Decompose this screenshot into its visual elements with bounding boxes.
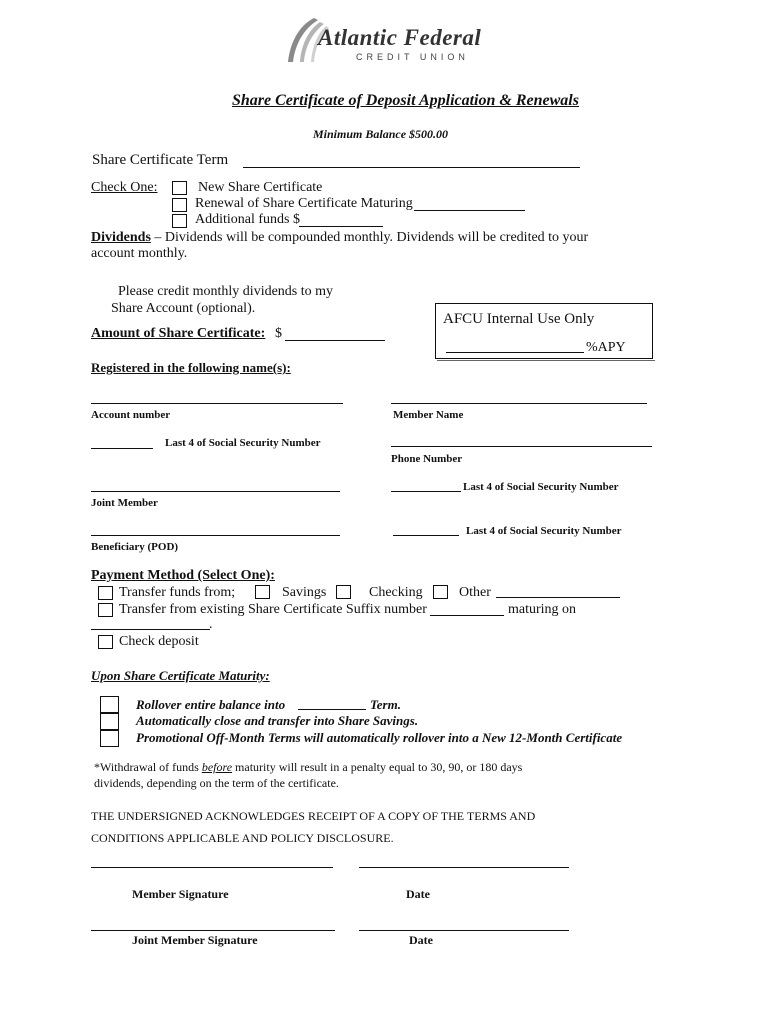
apy-field[interactable]: [446, 352, 584, 353]
new-certificate-checkbox[interactable]: [172, 181, 187, 195]
payment-label: Payment Method (Select One):: [91, 568, 275, 583]
account-number-field[interactable]: [91, 403, 343, 404]
suffix-number-field[interactable]: [430, 615, 504, 616]
other-checkbox[interactable]: [433, 585, 448, 599]
renewal-label: Renewal of Share Certificate Maturing: [195, 196, 413, 211]
registered-label: Registered in the following name(s):: [91, 360, 291, 375]
checking-checkbox[interactable]: [336, 585, 351, 599]
beneficiary-ssn-field[interactable]: [393, 535, 459, 536]
phone-label: Phone Number: [391, 453, 463, 465]
date-field-1[interactable]: [359, 867, 569, 868]
renewal-maturing-field[interactable]: [414, 210, 525, 211]
auto-close-label: Automatically close and transfer into Share Savings.: [136, 713, 419, 728]
phone-field[interactable]: [391, 446, 652, 447]
minimum-balance: Minimum Balance $500.00: [313, 127, 449, 141]
logo-subtitle: CREDIT UNION: [356, 52, 469, 62]
maturing-on-label: maturing on: [508, 602, 577, 617]
dividends-text-2: account monthly.: [91, 246, 188, 261]
rollover-label-b: Term.: [370, 697, 401, 712]
dividends-text: [91, 230, 588, 246]
beneficiary-label: Beneficiary (POD): [91, 541, 179, 553]
amount-prefix: $: [275, 326, 282, 341]
joint-ssn-label: Last 4 of Social Security Number: [463, 481, 619, 493]
credit-monthly-line1: Please credit monthly dividends to my: [118, 284, 334, 299]
logo: [284, 16, 494, 66]
joint-signature-field[interactable]: [91, 930, 335, 931]
member-name-label: Member Name: [393, 409, 464, 421]
internal-use-box-shadow: [437, 360, 655, 361]
amount-field[interactable]: [285, 340, 385, 341]
savings-checkbox[interactable]: [255, 585, 270, 599]
rollover-checkbox[interactable]: [100, 696, 119, 713]
check-deposit-checkbox[interactable]: [98, 635, 113, 649]
additional-funds-label: Additional funds $: [195, 212, 300, 227]
acknowledge-line-1: THE UNDERSIGNED ACKNOWLEDGES RECEIPT OF A COPY OF THE TERMS AND: [91, 809, 536, 823]
other-label: Other: [459, 585, 491, 600]
new-certificate-label: New Share Certificate: [198, 180, 323, 195]
check-one-label: Check One:: [91, 180, 158, 195]
dividends-text-1: – Dividends will be compounded monthly. Dividends will be credited to your: [150, 230, 589, 245]
member-name-field[interactable]: [391, 403, 647, 404]
account-number-label: Account number: [91, 409, 171, 421]
joint-member-label: Joint Member: [91, 497, 158, 509]
transfer-existing-checkbox[interactable]: [98, 603, 113, 617]
member-signature-field[interactable]: [91, 867, 333, 868]
auto-close-checkbox[interactable]: [100, 713, 119, 730]
withdrawal-text-2: dividends, depending on the term of the certificate.: [94, 776, 339, 790]
internal-use-title: AFCU Internal Use Only: [443, 311, 595, 327]
checking-label: Checking: [369, 585, 423, 600]
date-label-2: Date: [409, 933, 433, 947]
withdrawal-before: before: [201, 760, 233, 774]
check-deposit-label: Check deposit: [119, 634, 199, 649]
withdrawal-pre: *Withdrawal of funds: [94, 760, 202, 774]
term-field[interactable]: [243, 167, 580, 168]
maturity-label: Upon Share Certificate Maturity:: [91, 668, 270, 683]
joint-member-field[interactable]: [91, 491, 340, 492]
page-title: Share Certificate of Deposit Application & Renewals: [232, 92, 579, 109]
additional-funds-checkbox[interactable]: [172, 214, 187, 228]
member-signature-label: Member Signature: [132, 887, 229, 901]
maturing-on-field[interactable]: [91, 629, 210, 630]
maturing-on-period: .: [209, 617, 213, 632]
beneficiary-ssn-label: Last 4 of Social Security Number: [466, 525, 622, 537]
savings-label: Savings: [282, 585, 327, 600]
rollover-label-a: Rollover entire balance into: [136, 697, 286, 712]
joint-signature-label: Joint Member Signature: [132, 933, 258, 947]
acknowledge-line-2: CONDITIONS APPLICABLE AND POLICY DISCLOSURE.: [91, 831, 394, 845]
withdrawal-text-1: [94, 760, 522, 775]
renewal-checkbox[interactable]: [172, 198, 187, 212]
internal-use-box: [435, 303, 653, 359]
term-label: Share Certificate Term: [92, 152, 229, 168]
date-label-1: Date: [406, 887, 430, 901]
logo-name: Atlantic Federal: [318, 25, 482, 50]
dividends-label: Dividends: [91, 230, 151, 245]
ssn-field[interactable]: [91, 448, 153, 449]
other-field[interactable]: [496, 597, 620, 598]
transfer-existing-label: Transfer from existing Share Certificate Suffix number: [119, 602, 427, 617]
rollover-term-field[interactable]: [298, 709, 366, 710]
credit-monthly-line2: Share Account (optional).: [111, 301, 256, 316]
joint-ssn-field[interactable]: [391, 491, 461, 492]
amount-label: Amount of Share Certificate:: [91, 326, 266, 341]
withdrawal-post: maturity will result in a penalty equal to 30, 90, or 180 days: [232, 760, 523, 774]
additional-funds-field[interactable]: [299, 226, 383, 227]
beneficiary-field[interactable]: [91, 535, 340, 536]
apy-label: %APY: [586, 340, 626, 355]
promo-label: Promotional Off-Month Terms will automatically rollover into a New 12-Month Certificate: [136, 730, 623, 745]
promo-checkbox[interactable]: [100, 730, 119, 747]
date-field-2[interactable]: [359, 930, 569, 931]
transfer-funds-checkbox[interactable]: [98, 586, 113, 600]
transfer-funds-label: Transfer funds from;: [119, 585, 236, 600]
ssn-label: Last 4 of Social Security Number: [165, 437, 321, 449]
